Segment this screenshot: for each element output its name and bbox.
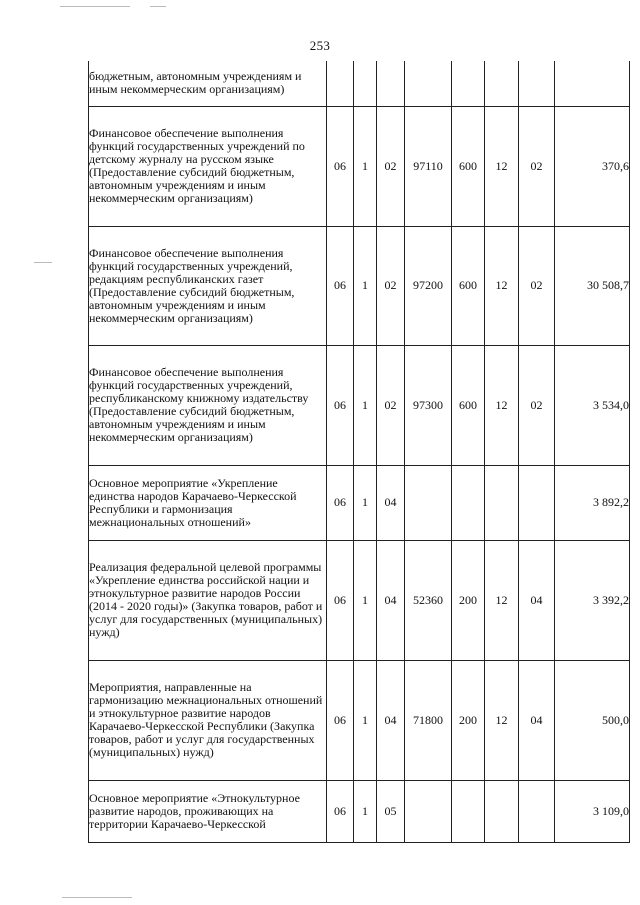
budget-table xyxy=(88,61,630,843)
code-subsection xyxy=(519,465,555,540)
code-subprogram xyxy=(354,61,377,106)
code-subprogram: 1 xyxy=(354,540,377,660)
code-section: 12 xyxy=(485,660,519,780)
code-subprogram: 1 xyxy=(354,345,377,465)
code-activity: 02 xyxy=(377,106,405,226)
row-amount: 3 892,2 xyxy=(555,465,630,540)
code-section: 12 xyxy=(485,106,519,226)
scan-artifact-bottom xyxy=(62,897,132,898)
code-subsection: 04 xyxy=(519,540,555,660)
code-program: 06 xyxy=(327,465,354,540)
row-description: Основное мероприятие «Укрепление единства народов Карачаево-Черкесской Республики и гармонизация межнациональных отношений» xyxy=(89,465,327,540)
code-expense-type: 600 xyxy=(452,345,485,465)
code-activity: 02 xyxy=(377,345,405,465)
code-section xyxy=(485,465,519,540)
table-row xyxy=(89,780,630,842)
code-activity xyxy=(377,61,405,106)
code-subsection: 02 xyxy=(519,106,555,226)
code-activity: 04 xyxy=(377,660,405,780)
code-activity: 04 xyxy=(377,465,405,540)
code-subsection xyxy=(519,61,555,106)
row-amount: 30 508,7 xyxy=(555,226,630,345)
code-program: 06 xyxy=(327,345,354,465)
row-description: Основное мероприятие «Этнокультурное развитие народов, проживающих на территории Карачаево-Черкесской xyxy=(89,780,327,842)
code-expense-type xyxy=(452,465,485,540)
code-subprogram: 1 xyxy=(354,106,377,226)
row-description: Финансовое обеспечение выполнения функций государственных учреждений, редакциям республиканских газет (Предоставление субсидий бюджетным, автономным учреждениям и иным некоммерческим организациям) xyxy=(89,226,327,345)
table-row xyxy=(89,465,630,540)
table-row xyxy=(89,106,630,226)
code-direction: 52360 xyxy=(405,540,452,660)
code-activity: 02 xyxy=(377,226,405,345)
row-amount: 3 109,0 xyxy=(555,780,630,842)
code-expense-type: 600 xyxy=(452,226,485,345)
code-expense-type xyxy=(452,780,485,842)
row-description: Реализация федеральной целевой программы «Укрепление единства российской нации и этнокультурное развитие народов России (2014 - 2020 годы)» (Закупка товаров, работ и услуг для государственных (муниципальных) нужд) xyxy=(89,540,327,660)
code-subsection xyxy=(519,780,555,842)
row-amount: 370,6 xyxy=(555,106,630,226)
code-subsection: 04 xyxy=(519,660,555,780)
code-section xyxy=(485,61,519,106)
code-expense-type: 600 xyxy=(452,106,485,226)
code-direction xyxy=(405,61,452,106)
row-amount: 3 534,0 xyxy=(555,345,630,465)
code-direction xyxy=(405,780,452,842)
table-row xyxy=(89,226,630,345)
scan-artifact-top-left xyxy=(60,6,130,7)
code-program: 06 xyxy=(327,660,354,780)
code-subprogram: 1 xyxy=(354,226,377,345)
code-subsection: 02 xyxy=(519,345,555,465)
table-row xyxy=(89,61,630,106)
code-expense-type: 200 xyxy=(452,540,485,660)
code-subprogram: 1 xyxy=(354,465,377,540)
row-description: Финансовое обеспечение выполнения функций государственных учреждений, республиканскому книжному издательству (Предоставление субсидий бюджетным, автономным учреждениям и иным некоммерческим организациям) xyxy=(89,345,327,465)
code-direction: 97110 xyxy=(405,106,452,226)
code-direction: 71800 xyxy=(405,660,452,780)
code-activity: 05 xyxy=(377,780,405,842)
code-direction xyxy=(405,465,452,540)
code-direction: 97300 xyxy=(405,345,452,465)
code-expense-type xyxy=(452,61,485,106)
code-program: 06 xyxy=(327,226,354,345)
row-description: Мероприятия, направленные на гармонизацию межнациональных отношений и этнокультурное развитие народов Карачаево-Черкесской Республики (Закупка товаров, работ и услуг для государственных (муниципальных) нужд) xyxy=(89,660,327,780)
code-section: 12 xyxy=(485,540,519,660)
code-program: 06 xyxy=(327,780,354,842)
code-program: 06 xyxy=(327,540,354,660)
code-program: 06 xyxy=(327,106,354,226)
row-amount: 3 392,2 xyxy=(555,540,630,660)
scan-artifact-top-right xyxy=(150,6,166,7)
scan-artifact-left-margin xyxy=(34,262,52,263)
code-subsection: 02 xyxy=(519,226,555,345)
code-direction: 97200 xyxy=(405,226,452,345)
code-subprogram: 1 xyxy=(354,780,377,842)
table-row xyxy=(89,345,630,465)
code-activity: 04 xyxy=(377,540,405,660)
code-section xyxy=(485,780,519,842)
row-amount xyxy=(555,61,630,106)
row-description: бюджетным, автономным учреждениям и иным некоммерческим организациям) xyxy=(89,61,327,106)
code-section: 12 xyxy=(485,345,519,465)
code-expense-type: 200 xyxy=(452,660,485,780)
table-row xyxy=(89,540,630,660)
table-row xyxy=(89,660,630,780)
row-description: Финансовое обеспечение выполнения функций государственных учреждений по детскому журналу на русском языке (Предоставление субсидий бюджетным, автономным учреждениям и иным некоммерческим организациям) xyxy=(89,106,327,226)
code-subprogram: 1 xyxy=(354,660,377,780)
row-amount: 500,0 xyxy=(555,660,630,780)
page-number: 253 xyxy=(309,38,331,53)
code-section: 12 xyxy=(485,226,519,345)
code-program xyxy=(327,61,354,106)
